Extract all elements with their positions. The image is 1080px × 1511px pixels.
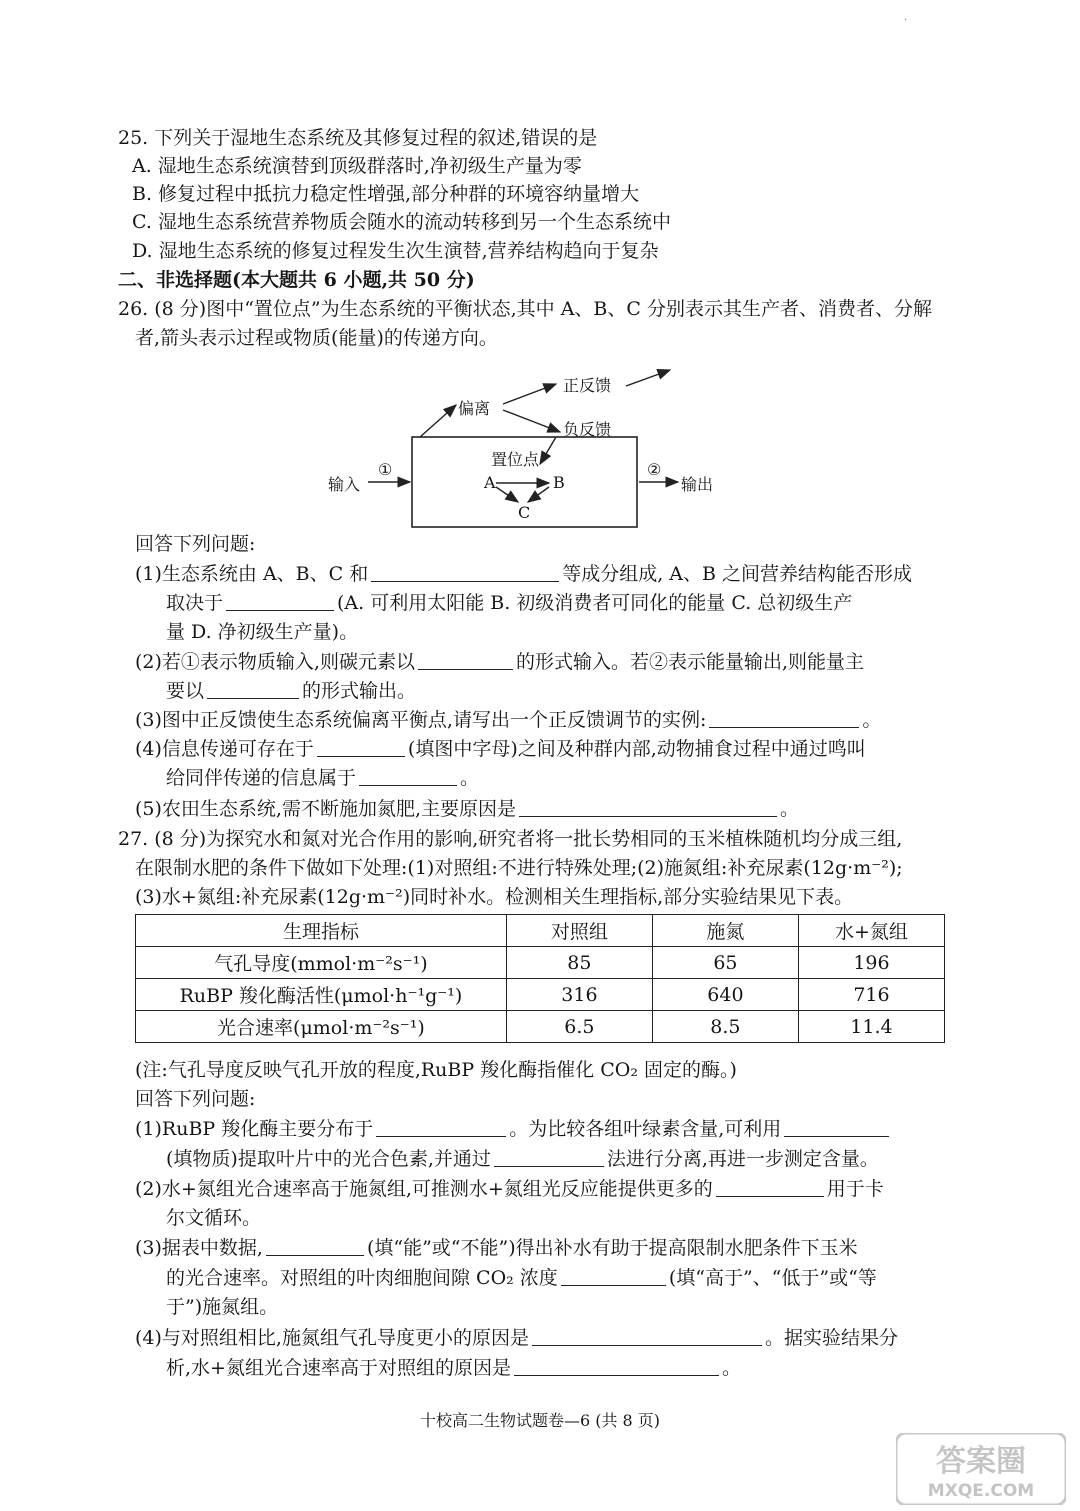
- arrow-b-to-c: [528, 487, 549, 502]
- q26-part3: (3)图中正反馈使生态系统偏离平衡点,请写出一个正反馈调节的实例: 。: [135, 709, 882, 731]
- answer-blank[interactable]: [532, 1327, 762, 1346]
- q25-option-b: B. 修复过程中抵抗力稳定性增强,部分种群的环境容纳量增大: [132, 183, 640, 205]
- results-table: [135, 914, 945, 1043]
- table-cell: 6.5: [506, 1011, 652, 1043]
- answer-blank[interactable]: [207, 680, 299, 699]
- q27-part3-line2: 的光合速率。对照组的叶肉细胞间隙 CO₂ 浓度 (填“高于”、“低于”或“等: [166, 1267, 877, 1289]
- label-output: 输出: [681, 475, 714, 494]
- table-cell: 85: [506, 947, 652, 979]
- arrow-to-positive-feedback: [503, 384, 556, 404]
- q26-part2-line1: (2)若①表示物质输入,则碳元素以 的形式输入。若②表示能量输出,则能量主: [135, 651, 865, 673]
- q27-stem-line2: 在限制水肥的条件下做如下处理:(1)对照组:不进行特殊处理;(2)施氮组:补充尿素(12g·m⁻²);: [135, 857, 903, 879]
- table-header: 施氮: [652, 915, 798, 947]
- q27-part3-line3: 于”)施氮组。: [166, 1296, 279, 1318]
- table-cell: 640: [652, 979, 798, 1011]
- label-negative-feedback: 负反馈: [563, 420, 612, 439]
- table-cell: 196: [798, 947, 944, 979]
- label-b: B: [553, 473, 565, 492]
- label-setpoint: 置位点: [491, 450, 540, 469]
- q27-part2-line2: 尔文循环。: [166, 1207, 262, 1229]
- arrow-a-to-c: [496, 487, 518, 502]
- q26-part4-line2: 给同伴传递的信息属于 。: [166, 767, 480, 789]
- answer-blank[interactable]: [709, 709, 859, 728]
- q25-stem: 25. 下列关于湿地生态系统及其修复过程的叙述,错误的是: [118, 127, 598, 149]
- q26-part4-line1: (4)信息传递可存在于 (填图中字母)之间及种群内部,动物捕食过程中通过鸣叫: [135, 738, 866, 760]
- table-header: 生理指标: [136, 915, 507, 947]
- q27-table-note: (注:气孔导度反映气孔开放的程度,RuBP 羧化酶指催化 CO₂ 固定的酶。): [135, 1059, 737, 1081]
- label-circle-1: ①: [378, 460, 393, 479]
- q26-part2-line2: 要以 的形式输出。: [166, 680, 417, 702]
- q27-part3-line1: (3)据表中数据, (填“能”或“不能”)得出补水有助于提高限制水肥条件下玉米: [135, 1237, 858, 1259]
- q25-option-a: A. 湿地生态系统演替到顶级群落时,净初级生产量为零: [132, 155, 582, 177]
- q27-stem-line1: 27. (8 分)为探究水和氮对光合作用的影响,研究者将一批长势相同的玉米植株随机均分成三组,: [118, 828, 903, 850]
- table-cell: 8.5: [652, 1011, 798, 1043]
- label-circle-2: ②: [647, 460, 662, 479]
- table-cell: 65: [652, 947, 798, 979]
- q27-part1-line2: (填物质)提取叶片中的光合色素,并通过 法进行分离,再进一步测定含量。: [166, 1148, 879, 1170]
- answer-blank[interactable]: [716, 1178, 824, 1197]
- answer-blank[interactable]: [514, 1357, 719, 1376]
- section-heading: 二、非选择题(本大题共 6 小题,共 50 分): [118, 269, 475, 291]
- table-cell: 716: [798, 979, 944, 1011]
- table-cell: 气孔导度(mmol·m⁻²s⁻¹): [136, 947, 507, 979]
- svg-text:答案圈: 答案圈: [936, 1444, 1026, 1479]
- q26-part5: (5)农田生态系统,需不断施加氮肥,主要原因是 。: [135, 798, 800, 820]
- label-positive-feedback: 正反馈: [563, 376, 612, 395]
- answer-blank[interactable]: [376, 1118, 506, 1137]
- q26-part1-line3: 量 D. 净初级生产量)。: [166, 621, 359, 643]
- answer-blank[interactable]: [317, 738, 405, 757]
- label-deviation: 偏离: [458, 399, 491, 418]
- table-cell: 11.4: [798, 1011, 944, 1043]
- label-a: A: [484, 473, 496, 492]
- arrow-positive-outward: [626, 370, 670, 386]
- table-cell: RuBP 羧化酶活性(μmol·h⁻¹g⁻¹): [136, 979, 507, 1011]
- q27-part1-line1: (1)RuBP 羧化酶主要分布于 。为比较各组叶绿素含量,可利用: [135, 1115, 892, 1143]
- table-row: [136, 1011, 945, 1043]
- answer-blank[interactable]: [561, 1267, 666, 1286]
- q26-prompt: 回答下列问题:: [135, 533, 256, 555]
- watermark-logo: [896, 1433, 1066, 1505]
- q26-stem-line1: 26. (8 分)图中“置位点”为生态系统的平衡状态,其中 A、B、C 分别表示其生产者、消费者、分解: [118, 298, 932, 320]
- table-row: [136, 979, 945, 1011]
- table-cell: 316: [506, 979, 652, 1011]
- label-input: 输入: [328, 475, 361, 494]
- answer-blank[interactable]: [519, 798, 777, 817]
- table-row: [136, 947, 945, 979]
- answer-blank[interactable]: [371, 563, 559, 582]
- answer-blank[interactable]: [418, 651, 513, 670]
- scan-mark: ·: [904, 15, 908, 26]
- q26-stem-line2: 者,箭头表示过程或物质(能量)的传递方向。: [135, 327, 498, 349]
- q27-stem-line3: (3)水+氮组:补充尿素(12g·m⁻²)同时补水。检测相关生理指标,部分实验结果见下表。: [135, 886, 854, 908]
- answer-blank[interactable]: [494, 1148, 604, 1167]
- q27-part4-line2: 析,水+氮组光合速率高于对照组的原因是 。: [166, 1357, 741, 1379]
- page-footer: 十校高二生物试题卷—6 (共 8 页): [419, 1411, 661, 1430]
- answer-blank[interactable]: [226, 592, 334, 611]
- q25-option-c: C. 湿地生态系统营养物质会随水的流动转移到另一个生态系统中: [132, 211, 671, 233]
- table-header-row: [136, 915, 945, 947]
- q26-part1-line1: (1)生态系统由 A、B、C 和 等成分组成, A、B 之间营养结构能否形成: [135, 563, 913, 585]
- answer-blank[interactable]: [266, 1237, 364, 1256]
- q27-part4-line1: (4)与对照组相比,施氮组气孔导度更小的原因是 。据实验结果分: [135, 1327, 898, 1349]
- answer-blank[interactable]: [784, 1118, 889, 1137]
- q26-part1-line2: 取决于 (A. 可利用太阳能 B. 初级消费者可同化的能量 C. 总初级生产: [166, 592, 853, 614]
- answer-blank[interactable]: [359, 767, 457, 786]
- q27-part2-line1: (2)水+氮组光合速率高于施氮组,可推测水+氮组光反应能提供更多的 用于卡: [135, 1178, 884, 1200]
- label-c: C: [518, 503, 531, 522]
- arrow-to-negative-feedback: [503, 410, 560, 432]
- table-header: 对照组: [506, 915, 652, 947]
- table-cell: 光合速率(μmol·m⁻²s⁻¹): [136, 1011, 507, 1043]
- svg-text:MXQE.COM: MXQE.COM: [927, 1481, 1035, 1501]
- arrow-to-deviation: [420, 405, 456, 437]
- table-header: 水+氮组: [798, 915, 944, 947]
- q27-prompt: 回答下列问题:: [135, 1088, 256, 1110]
- q25-option-d: D. 湿地生态系统的修复过程发生次生演替,营养结构趋向于复杂: [132, 240, 659, 262]
- arrow-negative-back: [540, 437, 556, 464]
